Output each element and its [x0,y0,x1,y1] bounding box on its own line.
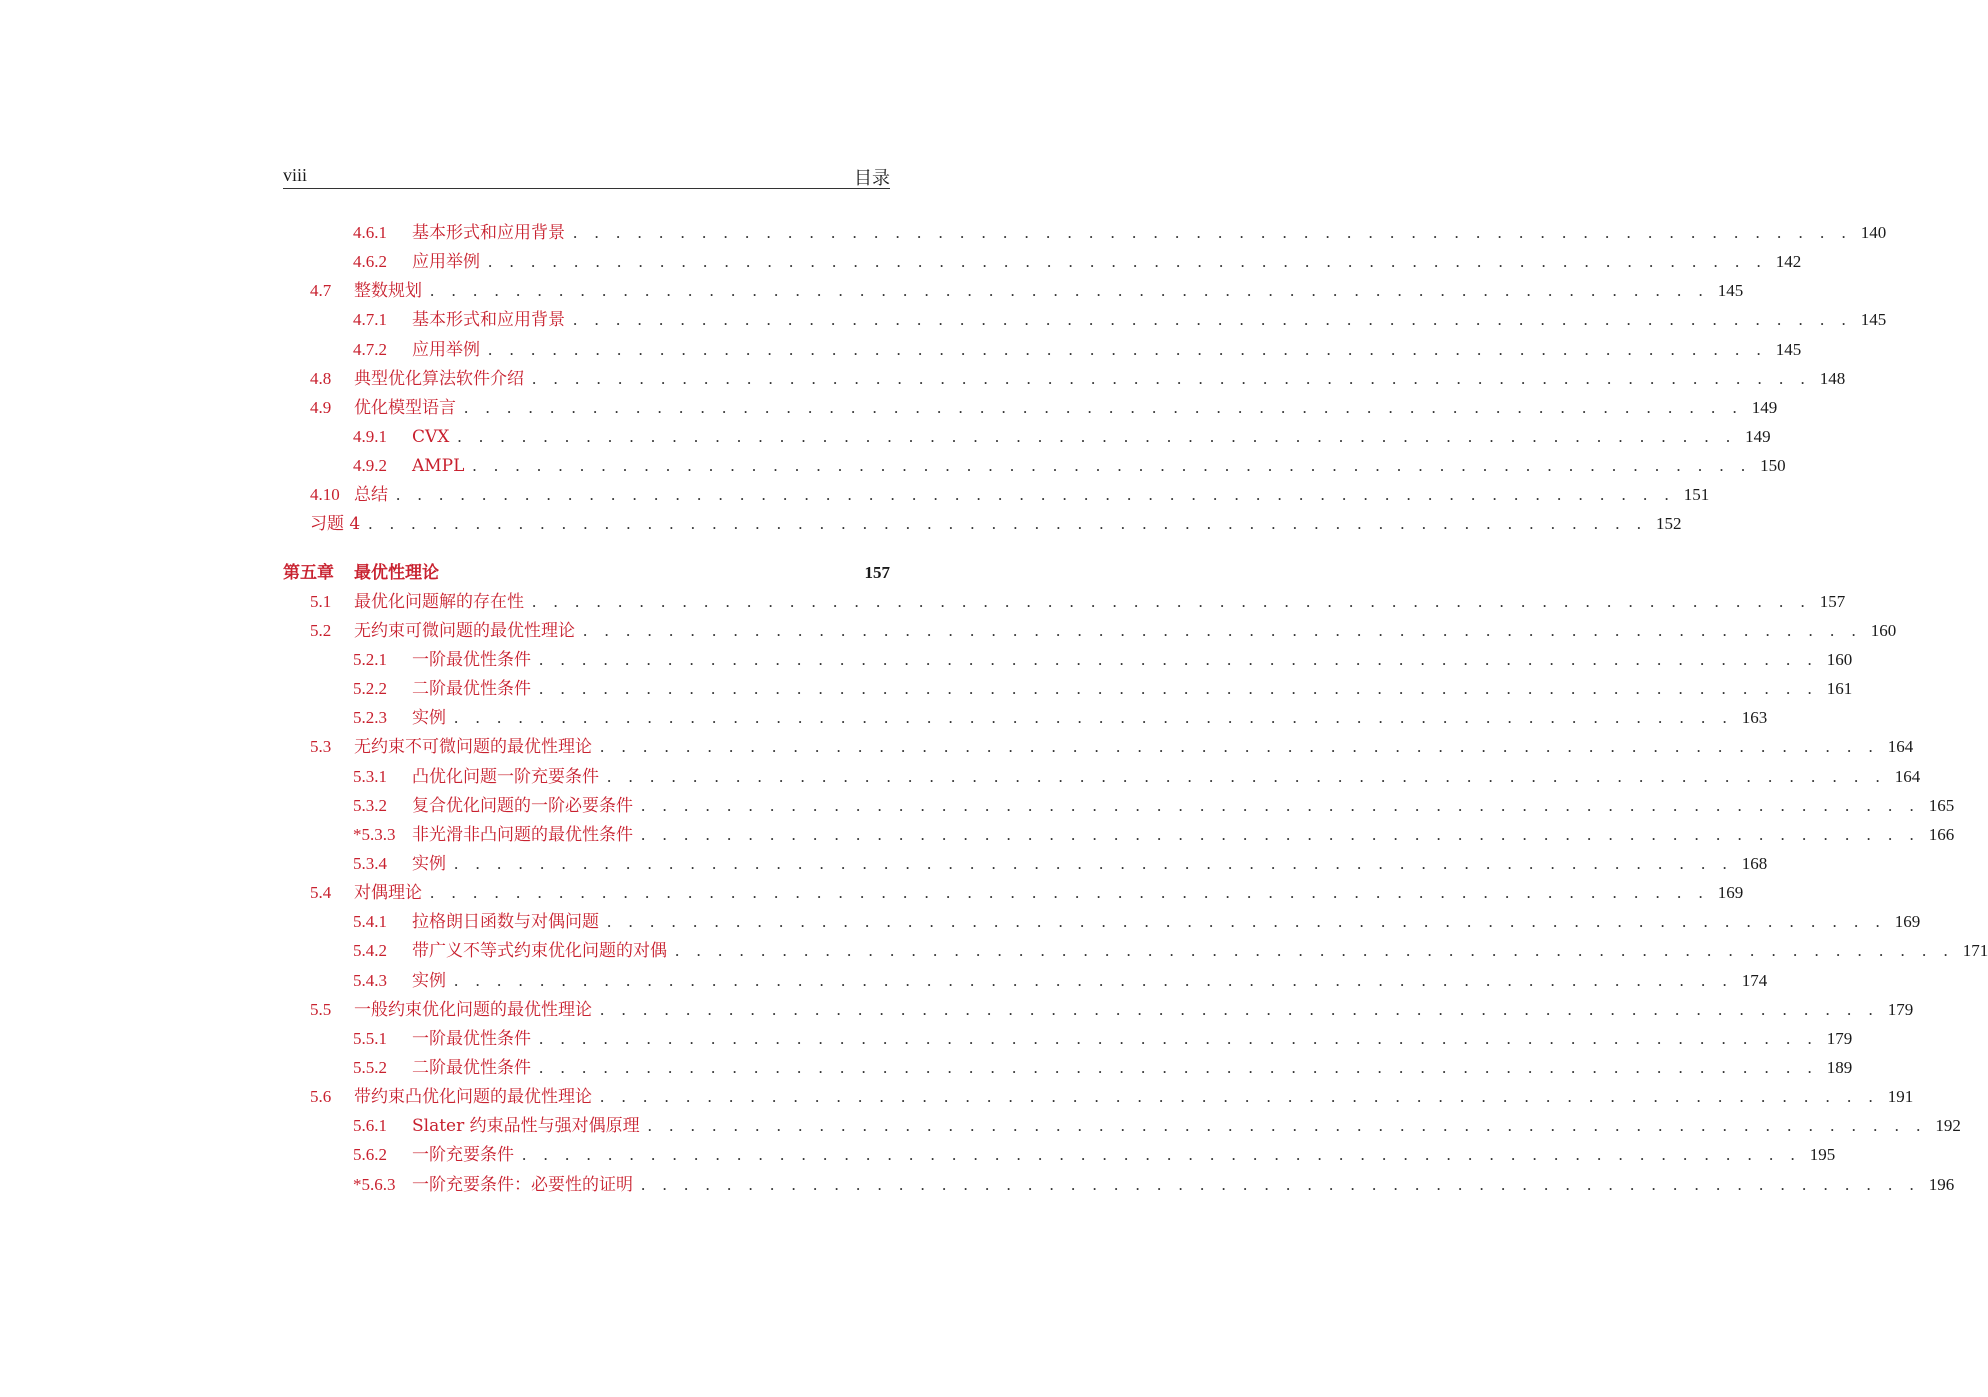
toc-entry-page: 168 [1741,853,1768,873]
dot-leader: . . . . . . . . . . . . . . . . . . . . . . . . . . . . . . . . . . . . . . . . . . . . . . . . . . . . . . . . . . . . [641,824,1921,844]
dot-leader: . . . . . . . . . . . . . . . . . . . . . . . . . . . . . . . . . . . . . . . . . . . . . . . . . . . . . . . . . . . . [488,339,1768,359]
toc-entry[interactable] [283,762,1921,791]
chapter-title: 最优性理论 [354,562,439,583]
running-title: 目录 [854,168,890,189]
toc-entry-number: 4.6.2 [353,252,387,272]
toc-entry-title: 无约束可微问题的最优性理论 [354,620,575,641]
toc-entry-title: 拉格朗日函数与对偶问题 [412,912,599,933]
toc-entry-page: 145 [1860,310,1887,330]
toc-entry-title: 基本形式和应用背景 [412,223,565,243]
dot-leader: . . . . . . . . . . . . . . . . . . . . . . . . . . . . . . . . . . . . . . . . . . . . . . . . . . . . . . . . . . . . [488,252,1768,272]
dot-leader: . . . . . . . . . . . . . . . . . . . . . . . . . . . . . . . . . . . . . . . . . . . . . . . . . . . . . . . . . . . . [472,456,1752,476]
dot-leader: . . . . . . . . . . . . . . . . . . . . . . . . . . . . . . . . . . . . . . . . . . . . . . . . . . . . . . . . . . . . [532,368,1812,388]
toc-entry-title: 典型优化算法软件介绍 [354,368,524,389]
toc-entry-title: 应用举例 [412,252,480,273]
toc-entry[interactable] [283,907,1921,936]
toc-entry-title: 二阶最优性条件 [412,679,531,700]
toc-entry-page: 161 [1826,679,1853,699]
toc-entry[interactable] [283,1024,1853,1053]
toc-entry-page: 189 [1826,1057,1853,1077]
toc-entry-page: 149 [1751,397,1778,417]
toc-entry[interactable] [283,587,1846,616]
toc-entry-number: 4.7.1 [353,310,387,330]
toc-entry-title: 非光滑非凸问题的最优性条件 [412,824,633,845]
toc-entry[interactable] [283,364,1846,393]
toc-entry-page: 196 [1928,1174,1955,1194]
running-header [283,162,890,189]
toc-entry-number: *5.6.3 [353,1174,396,1194]
toc-entry[interactable] [283,820,1955,849]
toc-entry-number: 5.2.1 [353,649,387,669]
toc-entry[interactable] [283,305,1887,334]
toc-entry-number: 5.4.3 [353,970,387,990]
chapter-page: 157 [864,562,890,582]
toc-entry-title: 总结 [354,485,388,506]
toc-entry-title: 一阶充要条件 [412,1145,514,1166]
toc-entry-title: 基本形式和应用背景 [412,310,565,331]
toc-entry[interactable] [283,1140,1836,1169]
toc-entry-title: 带约束凸优化问题的最优性理论 [354,1087,592,1108]
dot-leader: . . . . . . . . . . . . . . . . . . . . . . . . . . . . . . . . . . . . . . . . . . . . . . . . . . . . . . . . . . . . [583,620,1863,640]
toc-entry-number: 5.3.1 [353,766,387,786]
dot-leader: . . . . . . . . . . . . . . . . . . . . . . . . . . . . . . . . . . . . . . . . . . . . . . . . . . . . . . . . . . . . [600,1087,1880,1107]
toc-entry[interactable] [283,393,1778,422]
dot-leader: . . . . . . . . . . . . . . . . . . . . . . . . . . . . . . . . . . . . . . . . . . . . . . . . . . . . . . . . . . . . [396,485,1676,505]
toc-entry-page: 148 [1819,368,1846,388]
toc-entry[interactable] [283,1082,1914,1111]
toc-entry-title: 二阶最优性条件 [412,1057,531,1078]
toc-entry-title: 实例 [412,708,446,729]
dot-leader: . . . . . . . . . . . . . . . . . . . . . . . . . . . . . . . . . . . . . . . . . . . . . . . . . . . . . . . . . . . . [454,708,1734,728]
toc-entry-number: 4.9.1 [353,426,387,446]
toc-section-chapter5 [283,587,1988,1199]
toc-entry-number: 5.3.4 [353,853,387,873]
toc-entry-title: 对偶理论 [354,883,422,904]
toc-entry-number: 4.9.2 [353,456,387,476]
toc-entry-title: 无约束不可微问题的最优性理论 [354,737,592,758]
toc-entry[interactable] [283,1111,1961,1140]
toc-entry[interactable] [283,422,1771,451]
toc-entry-title: 凸优化问题一阶充要条件 [412,766,599,787]
dot-leader: . . . . . . . . . . . . . . . . . . . . . . . . . . . . . . . . . . . . . . . . . . . . . . . . . . . . . . . . . . . . [457,426,1737,446]
toc-entry-title: 整数规划 [354,281,422,302]
toc-entry-number: 4.6.1 [353,223,387,242]
dot-leader: . . . . . . . . . . . . . . . . . . . . . . . . . . . . . . . . . . . . . . . . . . . . . . . . . . . . . . . . . . . . [454,853,1734,873]
toc-entry-number: 5.4.2 [353,941,387,961]
dot-leader: . . . . . . . . . . . . . . . . . . . . . . . . . . . . . . . . . . . . . . . . . . . . . . . . . . . . . . . . . . . . [600,737,1880,757]
dot-leader: . . . . . . . . . . . . . . . . . . . . . . . . . . . . . . . . . . . . . . . . . . . . . . . . . . . . . . . . . . . . [539,1057,1819,1077]
toc-entry-title: 应用举例 [412,339,480,360]
toc-entry[interactable] [283,878,1744,907]
dot-leader: . . . . . . . . . . . . . . . . . . . . . . . . . . . . . . . . . . . . . . . . . . . . . . . . . . . . . . . . . . . . [522,1145,1802,1165]
toc-entry-page: 192 [1935,1116,1961,1136]
toc-section-chapter4 [283,218,1887,539]
toc-entry-title: 实例 [412,970,446,991]
toc-entry[interactable] [283,703,1768,732]
toc-entry-page: 160 [1826,649,1853,669]
toc-entry[interactable] [283,276,1744,305]
toc-entry-page: 165 [1928,795,1955,815]
toc-entry-title: 一阶最优性条件 [412,1028,531,1049]
toc-entry-page: 169 [1717,883,1744,903]
dot-leader: . . . . . . . . . . . . . . . . . . . . . . . . . . . . . . . . . . . . . . . . . . . . . . . . . . . . . . . . . . . . [464,397,1744,417]
toc-entry-number: 5.1 [310,591,332,611]
toc-entry-page: 152 [1655,514,1682,534]
toc-entry-number: 4.7.2 [353,339,387,359]
dot-leader: . . . . . . . . . . . . . . . . . . . . . . . . . . . . . . . . . . . . . . . . . . . . . . . . . . . . . . . . . . . . [675,941,1955,961]
dot-leader: . . . . . . . . . . . . . . . . . . . . . . . . . . . . . . . . . . . . . . . . . . . . . . . . . . . . . . . . . . . . [368,514,1648,534]
toc-entry[interactable] [283,1053,1853,1082]
toc-entry-page: 140 [1860,223,1887,242]
toc-entry-page: 171 [1962,941,1988,961]
toc-entry-number: 5.3 [310,737,332,757]
dot-leader: . . . . . . . . . . . . . . . . . . . . . . . . . . . . . . . . . . . . . . . . . . . . . . . . . . . . . . . . . . . . [532,591,1812,611]
toc-entry-page: 149 [1745,426,1771,446]
toc-entry-page: 145 [1775,339,1802,359]
toc-entry[interactable] [283,1170,1955,1199]
toc-entry-page: 150 [1760,456,1786,476]
toc-entry-number: 5.6 [310,1087,332,1107]
toc-entry[interactable] [283,451,1786,480]
toc-entry[interactable] [283,480,1710,509]
dot-leader: . . . . . . . . . . . . . . . . . . . . . . . . . . . . . . . . . . . . . . . . . . . . . . . . . . . . . . . . . . . . [647,1116,1927,1136]
toc-chapter-heading[interactable] [283,558,890,587]
toc-entry-number: 5.5.2 [353,1057,387,1077]
dot-leader: . . . . . . . . . . . . . . . . . . . . . . . . . . . . . . . . . . . . . . . . . . . . . . . . . . . . . . . . . . . . [641,795,1921,815]
table-of-contents [283,218,1988,1199]
toc-entry-page: 166 [1928,824,1955,844]
page-number-roman: viii [283,165,308,185]
toc-entry[interactable] [283,936,1988,965]
toc-entry-number: 4.8 [310,368,332,388]
dot-leader: . . . . . . . . . . . . . . . . . . . . . . . . . . . . . . . . . . . . . . . . . . . . . . . . . . . . . . . . . . . . [607,912,1887,932]
toc-entry-title: 实例 [412,853,446,874]
toc-entry-number: 5.2.2 [353,679,387,699]
dot-leader: . . . . . . . . . . . . . . . . . . . . . . . . . . . . . . . . . . . . . . . . . . . . . . . . . . . . . . . . . . . . [600,999,1880,1019]
toc-entry[interactable] [283,616,1897,645]
toc-entry-title: CVX [412,426,450,447]
dot-leader: . . . . . . . . . . . . . . . . . . . . . . . . . . . . . . . . . . . . . . . . . . . . . . . . . . . . . . . . . . . . [539,649,1819,669]
dot-leader: . . . . . . . . . . . . . . . . . . . . . . . . . . . . . . . . . . . . . . . . . . . . . . . . . . . . . . . . . . . . [607,766,1887,786]
dot-leader: . . . . . . . . . . . . . . . . . . . . . . . . . . . . . . . . . . . . . . . . . . . . . . . . . . . . . . . . . . . . [573,223,1853,242]
toc-entry[interactable] [283,509,1682,538]
toc-entry[interactable] [283,674,1853,703]
toc-entry[interactable] [283,335,1802,364]
dot-leader: . . . . . . . . . . . . . . . . . . . . . . . . . . . . . . . . . . . . . . . . . . . . . . . . . . . . . . . . . . . . [539,679,1819,699]
toc-entry-page: 174 [1741,970,1768,990]
toc-entry-number: 4.7 [310,281,332,301]
toc-entry-page: 164 [1894,766,1921,786]
toc-entry-page: 191 [1887,1087,1914,1107]
toc-entry[interactable] [283,732,1914,761]
toc-entry-title: Slater 约束品性与强对偶原理 [412,1116,640,1137]
toc-entry[interactable] [283,218,1887,247]
toc-entry-number: 4.9 [310,397,332,417]
toc-entry[interactable] [283,849,1768,878]
toc-entry-number: 5.3.2 [353,795,387,815]
dot-leader: . . . . . . . . . . . . . . . . . . . . . . . . . . . . . . . . . . . . . . . . . . . . . . . . . . . . . . . . . . . . [430,883,1710,903]
toc-entry-number: 4.10 [310,485,340,505]
toc-entry-title: AMPL [412,456,465,477]
toc-entry[interactable] [283,995,1914,1024]
toc-entry-title: 一阶充要条件：必要性的证明 [412,1174,633,1195]
toc-entry-title: 习题 4 [310,514,361,535]
dot-leader: . . . . . . . . . . . . . . . . . . . . . . . . . . . . . . . . . . . . . . . . . . . . . . . . . . . . . . . . . . . . [454,970,1734,990]
toc-entry-number: 5.2 [310,620,332,640]
toc-entry-page: 145 [1717,281,1744,301]
toc-entry-title: 优化模型语言 [354,397,456,418]
toc-entry-page: 179 [1826,1028,1853,1048]
toc-entry-page: 160 [1870,620,1897,640]
toc-entry-number: 5.4.1 [353,912,387,932]
toc-entry-page: 164 [1887,737,1914,757]
toc-entry-number: 5.6.1 [353,1116,387,1136]
toc-entry-page: 195 [1809,1145,1836,1165]
toc-entry[interactable] [283,966,1768,995]
toc-entry-page: 142 [1775,252,1802,272]
toc-entry-title: 复合优化问题的一阶必要条件 [412,795,633,816]
toc-entry-page: 169 [1894,912,1921,932]
toc-entry-number: 5.5 [310,999,332,1019]
toc-entry-number: 5.5.1 [353,1028,387,1048]
toc-entry-page: 163 [1741,708,1768,728]
toc-entry[interactable] [283,645,1853,674]
toc-entry[interactable] [283,791,1955,820]
dot-leader: . . . . . . . . . . . . . . . . . . . . . . . . . . . . . . . . . . . . . . . . . . . . . . . . . . . . . . . . . . . . [539,1028,1819,1048]
toc-entry-title: 最优化问题解的存在性 [354,591,524,612]
toc-entry-page: 179 [1887,999,1914,1019]
toc-entry-title: 带广义不等式约束优化问题的对偶 [412,941,667,962]
toc-entry-number: *5.3.3 [353,824,396,844]
dot-leader: . . . . . . . . . . . . . . . . . . . . . . . . . . . . . . . . . . . . . . . . . . . . . . . . . . . . . . . . . . . . [430,281,1710,301]
chapter-number: 第五章 [283,562,334,583]
toc-entry-title: 一般约束优化问题的最优性理论 [354,999,592,1020]
toc-entry-page: 157 [1819,591,1846,611]
toc-entry-page: 151 [1683,485,1710,505]
toc-entry[interactable] [283,247,1802,276]
toc-entry-number: 5.6.2 [353,1145,387,1165]
toc-entry-number: 5.4 [310,883,332,903]
dot-leader: . . . . . . . . . . . . . . . . . . . . . . . . . . . . . . . . . . . . . . . . . . . . . . . . . . . . . . . . . . . . [641,1174,1921,1194]
toc-entry-number: 5.2.3 [353,708,387,728]
dot-leader: . . . . . . . . . . . . . . . . . . . . . . . . . . . . . . . . . . . . . . . . . . . . . . . . . . . . . . . . . . . . [573,310,1853,330]
toc-entry-title: 一阶最优性条件 [412,649,531,670]
